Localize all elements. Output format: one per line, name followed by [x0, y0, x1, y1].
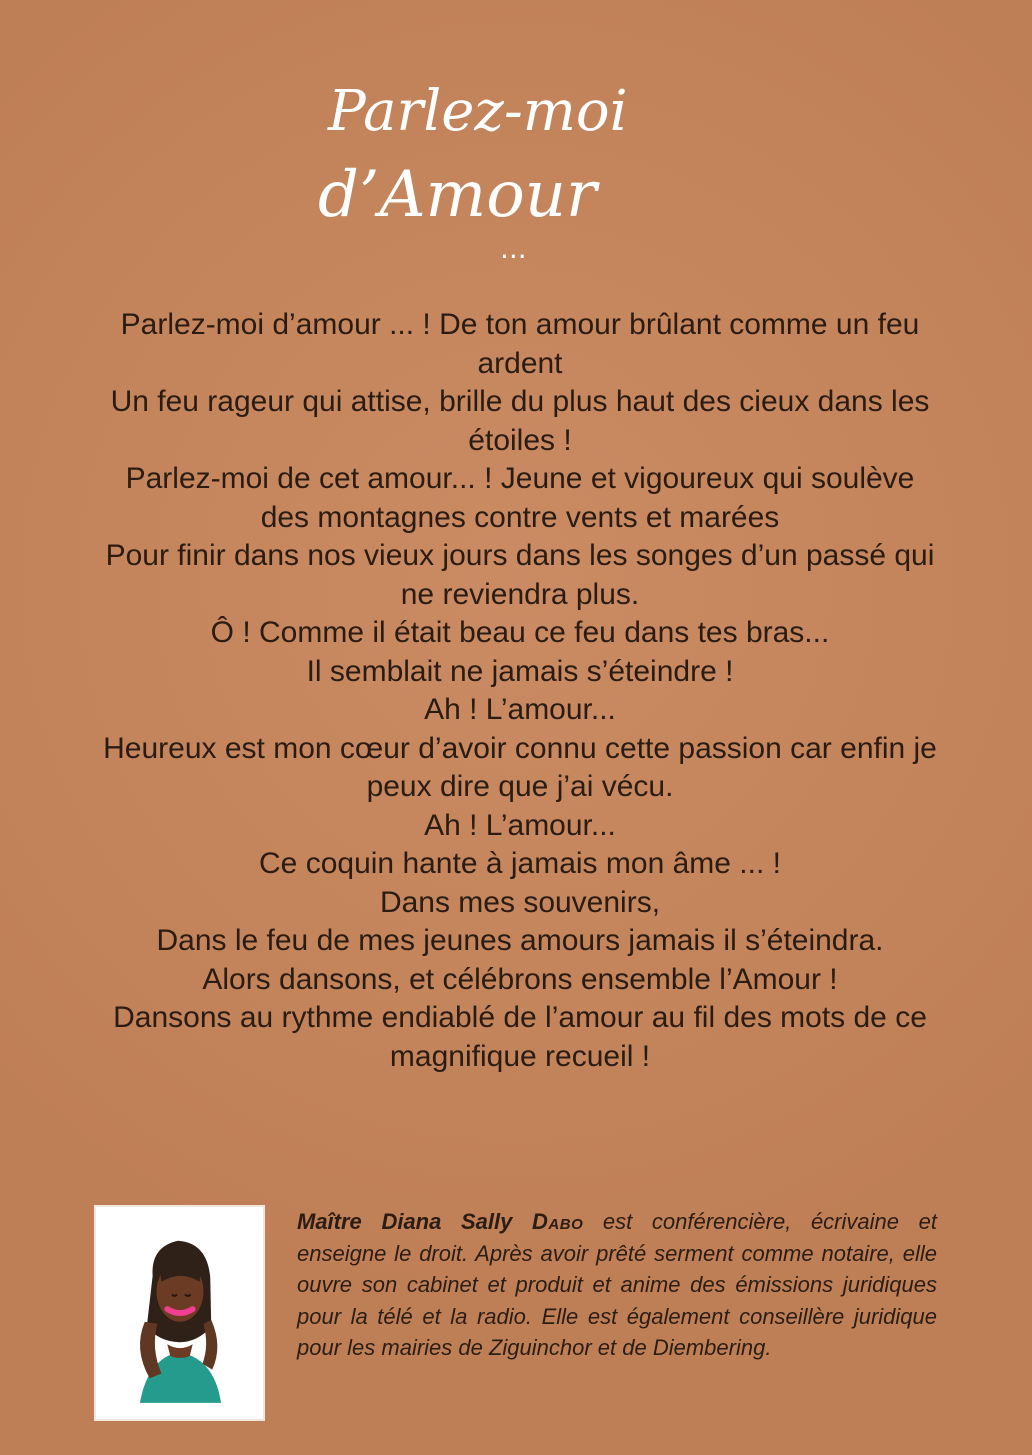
- poem-line: Dans mes souvenirs,: [379, 885, 661, 919]
- poem-line: Parlez-moi d’amour ... ! De ton amour brûlant comme un feu ardent: [120, 308, 920, 380]
- poem-line: Alors dansons, et célébrons ensemble l’Amour !: [202, 962, 838, 996]
- author-name: Maître Diana Sally: [297, 1209, 533, 1234]
- poem-line: Dans le feu de mes jeunes amours jamais il s’éteindra.: [156, 924, 884, 957]
- poem-text: [100, 306, 940, 1076]
- author-portrait-illustration: [96, 1207, 263, 1419]
- poem-line: Ah ! L’amour...: [424, 693, 616, 726]
- poem-line: Un feu rageur qui attise, brille du plus haut des cieux dans les étoiles !: [110, 385, 930, 457]
- title-line-1: Parlez-moi: [328, 79, 628, 144]
- poem-line: Parlez-moi de cet amour... ! Jeune et vigoureux qui soulève des montagnes contre vents et marées: [125, 462, 915, 534]
- title-svg: [250, 62, 770, 272]
- author-bio: [297, 1206, 937, 1364]
- poem-line: Pour finir dans nos vieux jours dans les songes d’un passé qui ne reviendra plus.: [105, 539, 935, 611]
- title-ellipsis: ...: [500, 232, 527, 265]
- title-line-2: d’Amour: [318, 158, 597, 232]
- handwritten-title: [250, 62, 770, 272]
- poem-line: Heureux est mon cœur d’avoir connu cette passion car enfin je peux dire que j’ai vécu.: [103, 731, 937, 803]
- poem-line: Ah ! L’amour...: [424, 808, 616, 842]
- author-bio-text: est conférencière, écrivaine et enseigne le droit. Après avoir prêté serment comme notaire, elle ouvre son cabinet et produit et anime des émissions juridiques pour la télé et la radio. Elle est également conseillère juridique pour les mairies de Ziguinchor et de Diembering.: [297, 1209, 937, 1360]
- author-photo: [94, 1205, 265, 1421]
- poem-line: Ô ! Comme il était beau ce feu dans tes bras...: [210, 616, 830, 649]
- poem-line: Dansons au rythme endiablé de l’amour au fil des mots de ce magnifique recueil !: [113, 1001, 927, 1073]
- poem-line: Ce coquin hante à jamais mon âme ... !: [259, 847, 781, 880]
- poem-line: Il semblait ne jamais s’éteindre !: [306, 654, 734, 688]
- author-surname: Dabo: [532, 1209, 584, 1234]
